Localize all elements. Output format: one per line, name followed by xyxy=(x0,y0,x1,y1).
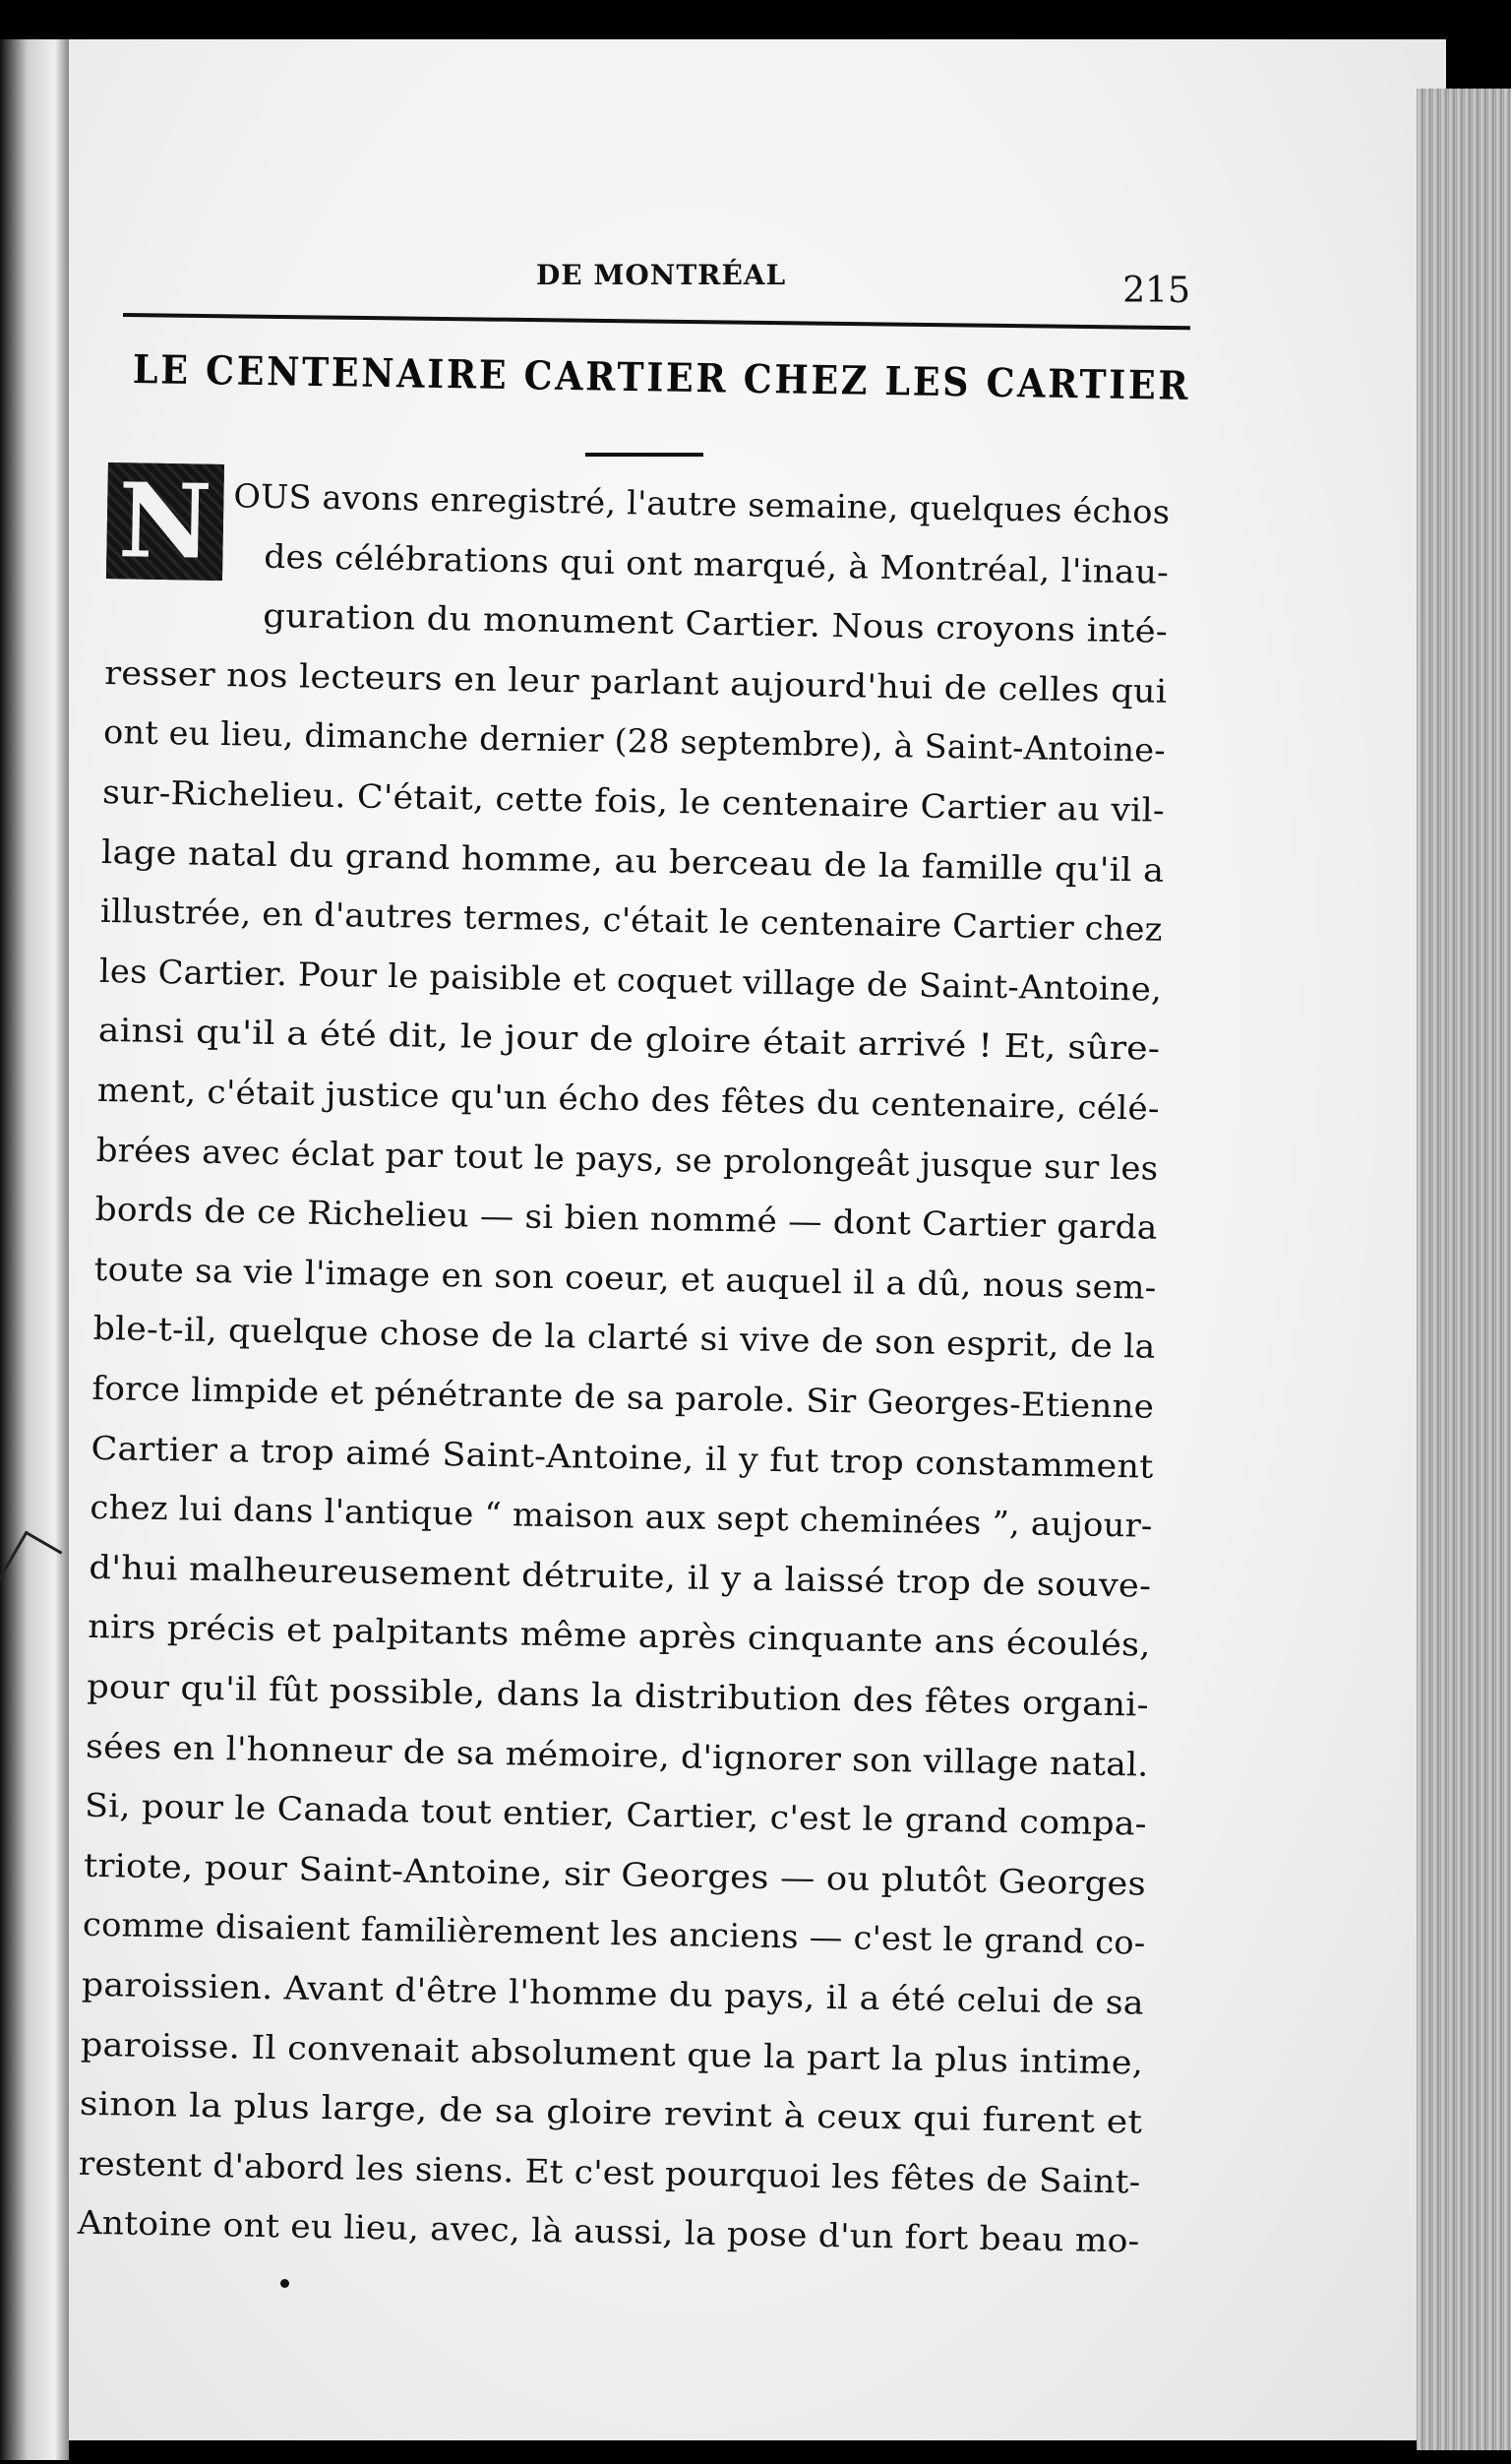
body-line: bords de ce Richelieu — si bien nommé — dont Cartier garda xyxy=(94,1190,1158,1247)
body-line: ont eu lieu, dimanche dernier (28 septembre), à Saint-Antoine- xyxy=(102,712,1167,770)
left-page-edge xyxy=(0,39,69,2460)
article-title: LE CENTENAIRE CARTIER CHEZ LES CARTIER xyxy=(132,346,1191,409)
body-line: des célébrations qui ont marqué, à Montréal, l'inau- xyxy=(264,536,1170,591)
body-line: ainsi qu'il a été dit, le jour de gloire était arrivé ! Et, sûre- xyxy=(97,1011,1161,1069)
body-line: paroissien. Avant d'être l'homme du pays, il a été celui de sa xyxy=(81,1964,1145,2022)
body-line: d'hui malheureusement détruite, il y a laissé trop de souve- xyxy=(89,1547,1152,1605)
body-line: guration du monument Cartier. Nous croyons inté- xyxy=(262,595,1169,651)
body-line: Antoine ont eu lieu, avec, là aussi, la pose d'un fort beau mo- xyxy=(77,2203,1140,2260)
body-line: lage natal du grand homme, au berceau de la famille qu'il a xyxy=(100,832,1165,890)
body-line: sées en l'honneur de sa mémoire, d'ignorer son village natal. xyxy=(85,1726,1149,1784)
body-line: triote, pour Saint-Antoine, sir Georges — ou plutôt Georges xyxy=(83,1845,1147,1903)
body-line: Cartier a trop aimé Saint-Antoine, il y fut trop constamment xyxy=(91,1428,1154,1486)
body-line: restent d'abord les siens. Et c'est pourquoi les fêtes de Saint- xyxy=(78,2143,1141,2201)
body-line: ment, c'était justice qu'un écho des fêtes du centenaire, célé- xyxy=(96,1070,1161,1128)
body-line: nirs précis et palpitants même après cinquante ans écoulés, xyxy=(88,1607,1151,1665)
body-line: toute sa vie l'image en son coeur, et auquel il a dû, nous sem- xyxy=(93,1249,1157,1307)
page-stack-edge xyxy=(1417,89,1511,2450)
body-line: sinon la plus large, de sa gloire revint à ceux qui furent et xyxy=(79,2083,1143,2141)
title-divider xyxy=(585,453,703,457)
body-line: resser nos lecteurs en leur parlant aujourd'hui de celles qui xyxy=(103,652,1168,710)
drop-cap: N xyxy=(106,462,224,581)
body-line: comme disaient familièrement les anciens — c'est le grand co- xyxy=(82,1905,1146,1963)
body-line: brées avec éclat par tout le pays, se prolongeât jusque sur les xyxy=(95,1130,1159,1188)
body-line: sur-Richelieu. C'était, cette fois, le centenaire Cartier au vil- xyxy=(101,771,1166,830)
body-line: paroisse. Il convenait absolument que la part la plus intime, xyxy=(80,2024,1144,2082)
running-head: DE MONTRÉAL xyxy=(536,259,787,291)
page-number: 215 xyxy=(1122,271,1190,311)
page-header xyxy=(123,251,1190,310)
body-line: ble-t-il, quelque chose de la clarté si vive de son esprit, de la xyxy=(92,1309,1156,1367)
body-line: OUS avons enregistré, l'autre semaine, quelques échos xyxy=(233,476,1171,531)
body-line: force limpide et pénétrante de sa parole. Sir Georges-Etienne xyxy=(91,1368,1155,1426)
body-line: Si, pour le Canada tout entier, Cartier, c'est le grand compa- xyxy=(84,1785,1148,1843)
body-line: pour qu'il fût possible, dans la distribution des fêtes organi- xyxy=(86,1666,1150,1724)
body-line: les Cartier. Pour le paisible et coquet village de Saint-Antoine, xyxy=(98,951,1163,1009)
body-line: chez lui dans l'antique “ maison aux sept cheminées ”, aujour- xyxy=(90,1488,1153,1545)
body-line: illustrée, en d'autres termes, c'était le centenaire Cartier chez xyxy=(99,892,1164,949)
page-speck xyxy=(280,2279,289,2288)
